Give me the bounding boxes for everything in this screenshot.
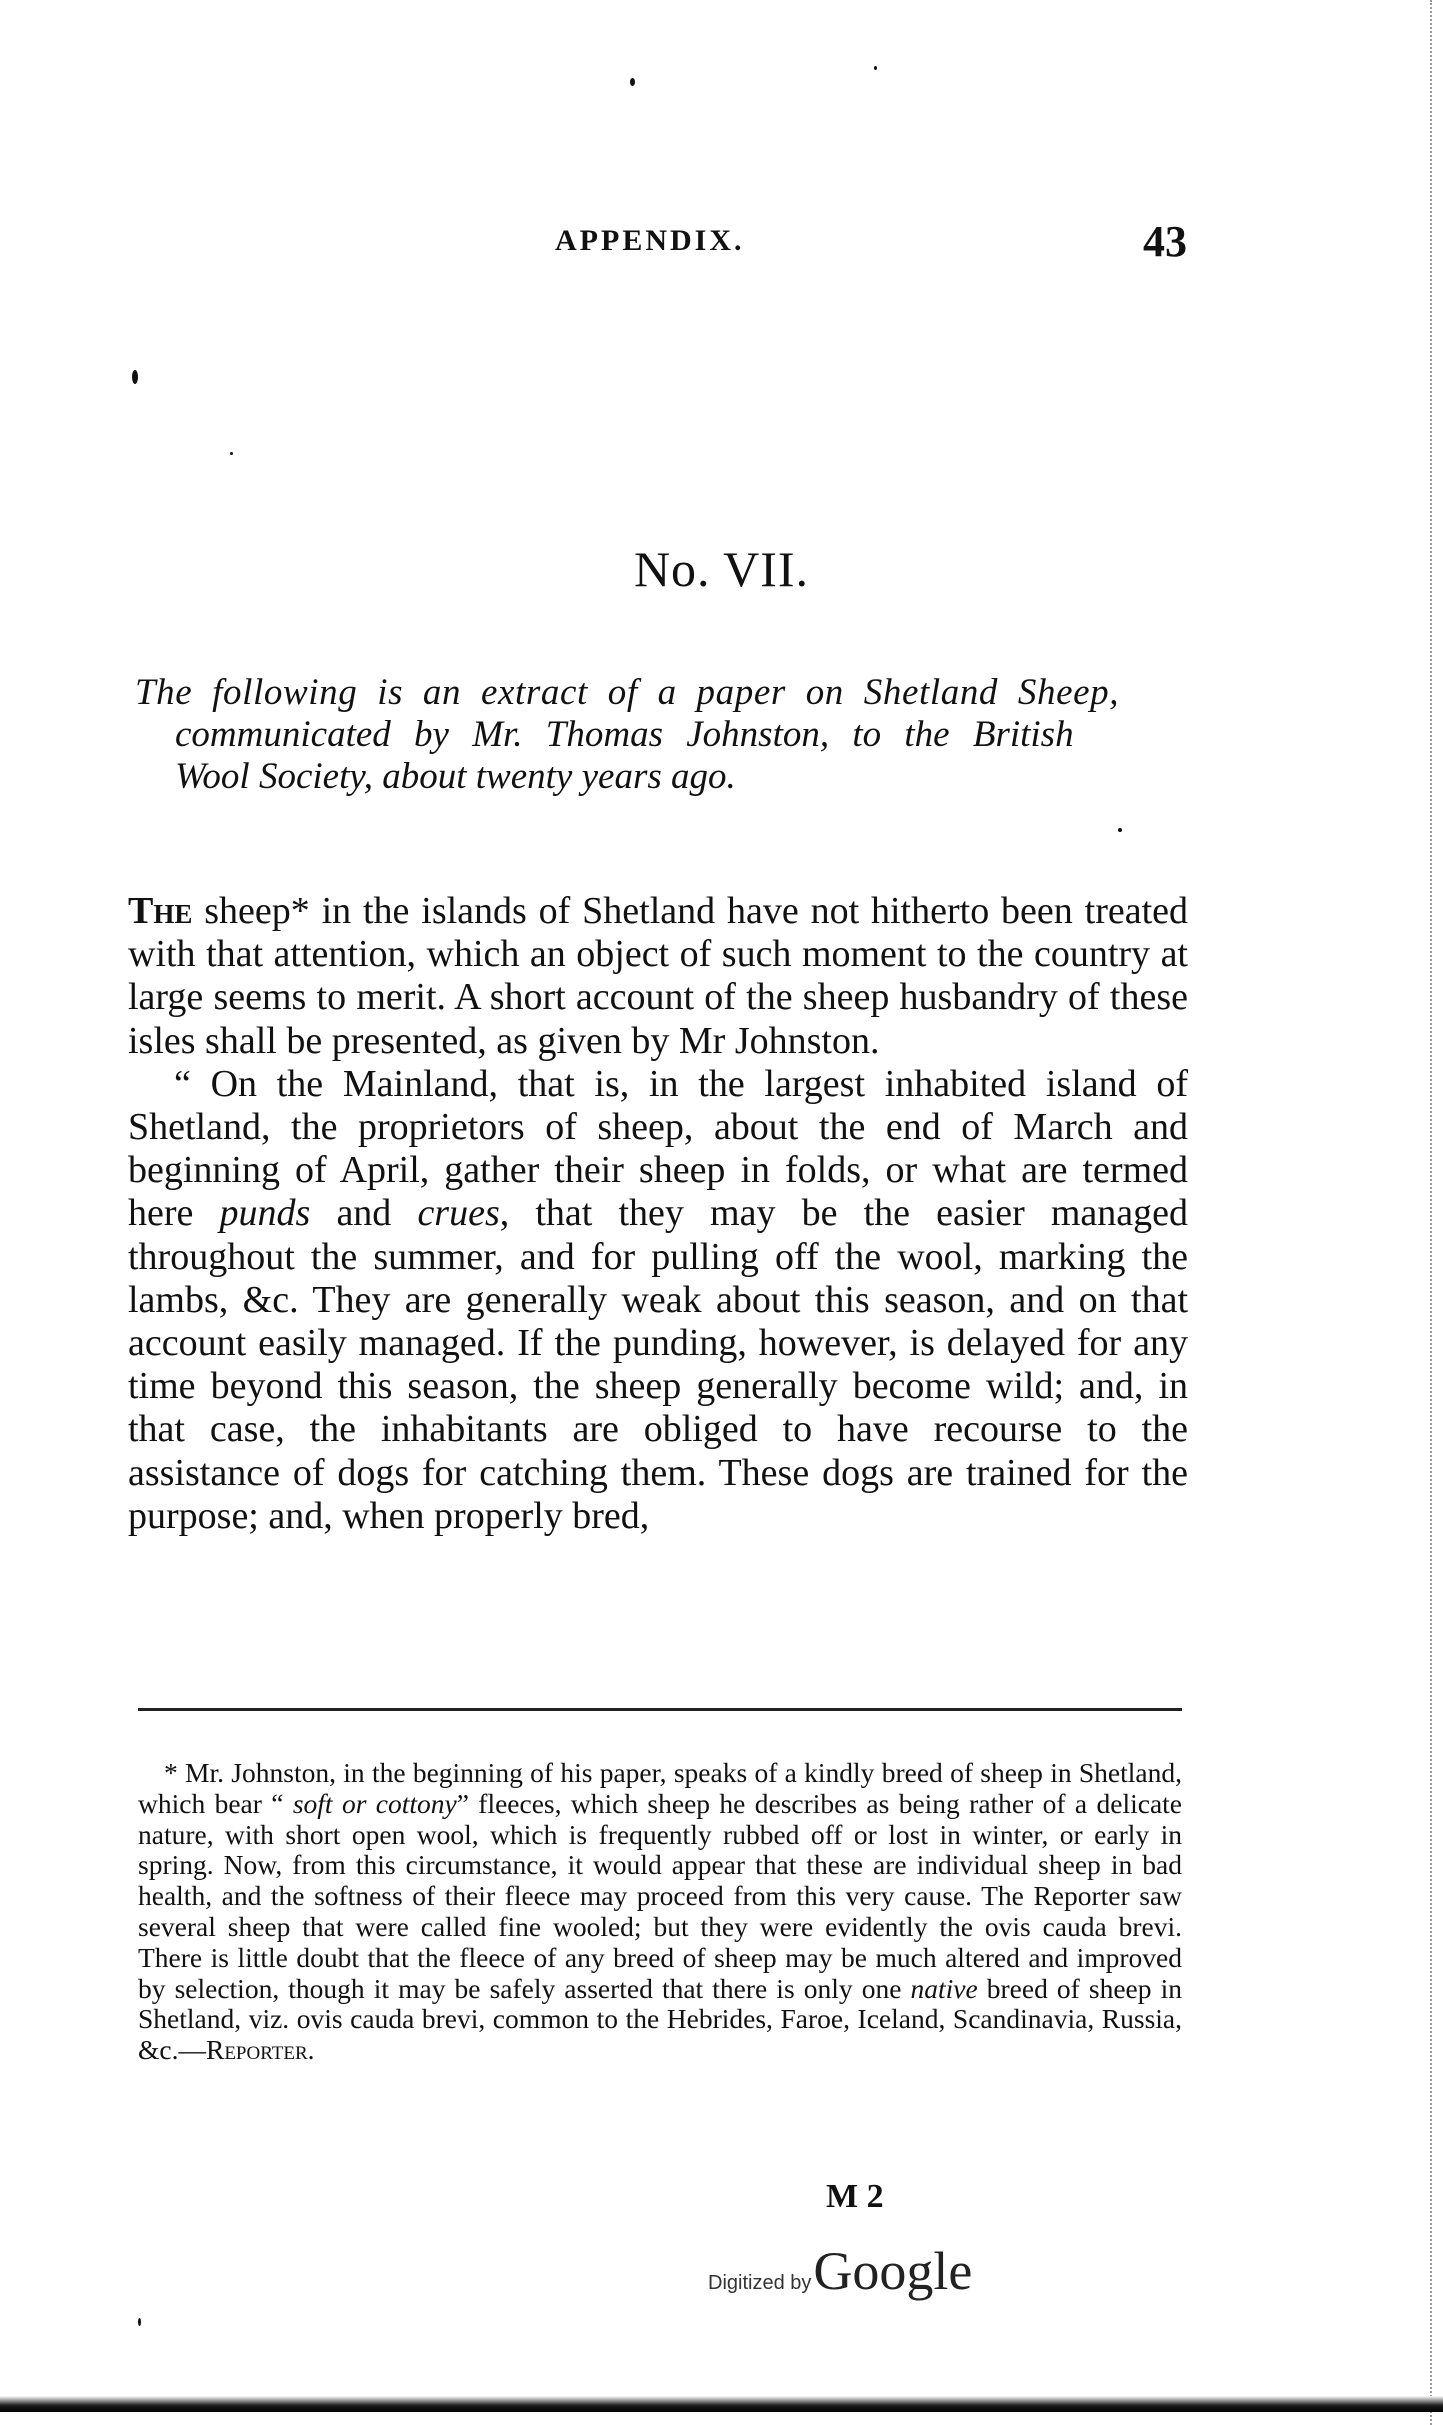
scan-speck — [230, 452, 233, 455]
section-title: No. VII. — [633, 541, 810, 597]
footnote-paragraph — [138, 1758, 1182, 2066]
scan-bottom-edge — [0, 2396, 1443, 2412]
term-punds: punds — [219, 1192, 311, 1235]
page-number: 43 — [1143, 217, 1187, 266]
footnote-divider — [138, 1708, 1182, 1711]
body-text — [128, 890, 1188, 1538]
running-head: APPENDIX. — [555, 224, 745, 257]
paragraph-2-text-b: , that they may be the easier managed throughout the summer, and for pulling off the wool, marking the lambs, &c. They are generally weak about this season, and on that account easily managed. If the punding, however, is delayed for any time beyond this season, the sheep generally become wild; and, in that case, the inhabitants are obliged to have recourse to the assistance of dogs for catching them. These dogs are trained for the purpose; and, when properly bred, — [128, 1192, 1188, 1537]
intro-line-3: Wool Society, about twenty years ago. — [175, 756, 736, 797]
paragraph-2-text-a: “ On the Mainland, that is, in the largest inhabited island of Shetland, the proprietors of sheep, about the end of March and beginning of April, gather their sheep in folds, or what are termed here — [128, 1062, 1188, 1235]
scan-speck — [1118, 828, 1122, 832]
scan-speck — [138, 2318, 141, 2326]
scan-speck — [630, 78, 635, 86]
footnote-reporter: Reporter. — [205, 2034, 315, 2066]
paragraph-lead-word: The — [128, 890, 193, 932]
footnote-text-c: breed of sheep in Shetland, viz. ovis cauda brevi, common to the Hebrides, Faroe, Iceland, Scandinavia, Russia, &c.— — [138, 1972, 1182, 2066]
scan-speck — [874, 66, 877, 70]
paragraph-2-and: and — [310, 1192, 418, 1235]
signature-mark: M 2 — [826, 2178, 884, 2215]
digitized-prefix: Digitized by — [708, 2272, 812, 2294]
term-crues: crues — [417, 1192, 500, 1235]
intro-line-2: communicated by Mr. Thomas Johnston, to the British — [175, 714, 1074, 755]
footnote-text-b: ” fleeces, which sheep he describes as being rather of a delicate nature, with short open wool, which is frequently rubbed off or lost in winter, or early in spring. Now, from this circumstance, it would appear that these are individual sheep in bad health, and the softness of their fleece may proceed from this very cause. The Reporter saw several sheep that were called fine wooled; but they were evidently the ovis cauda brevi. There is little doubt that the fleece of any breed of sheep may be much altered and improved by selection, though it may be safely asserted that there is only one — [138, 1787, 1182, 2004]
paragraph-1-text: sheep* in the islands of Shetland have not hitherto been treated with that attention, which an object of such moment to the country at large seems to merit. A short account of the sheep husbandry of these isles shall be presented, as given by Mr Johnston. — [128, 890, 1188, 1062]
scan-speck — [132, 370, 138, 384]
footnote — [138, 1758, 1182, 2066]
footnote-soft-cottony: soft or cottony — [292, 1787, 457, 1819]
footnote-text-a: * Mr. Johnston, in the beginning of his paper, speaks of a kindly breed of sheep in Shetland, which bear “ — [138, 1757, 1182, 1819]
paragraph-2 — [128, 1063, 1188, 1538]
section-intro — [135, 672, 1185, 798]
footnote-native: native — [910, 1972, 978, 2004]
paragraph-1 — [128, 890, 1188, 1063]
intro-line-1: The following is an extract of a paper on Shetland Sheep, — [135, 672, 1120, 713]
google-logo: Google — [813, 2241, 973, 2301]
digitized-watermark — [708, 2240, 972, 2302]
scan-right-edge — [1430, 0, 1443, 2425]
